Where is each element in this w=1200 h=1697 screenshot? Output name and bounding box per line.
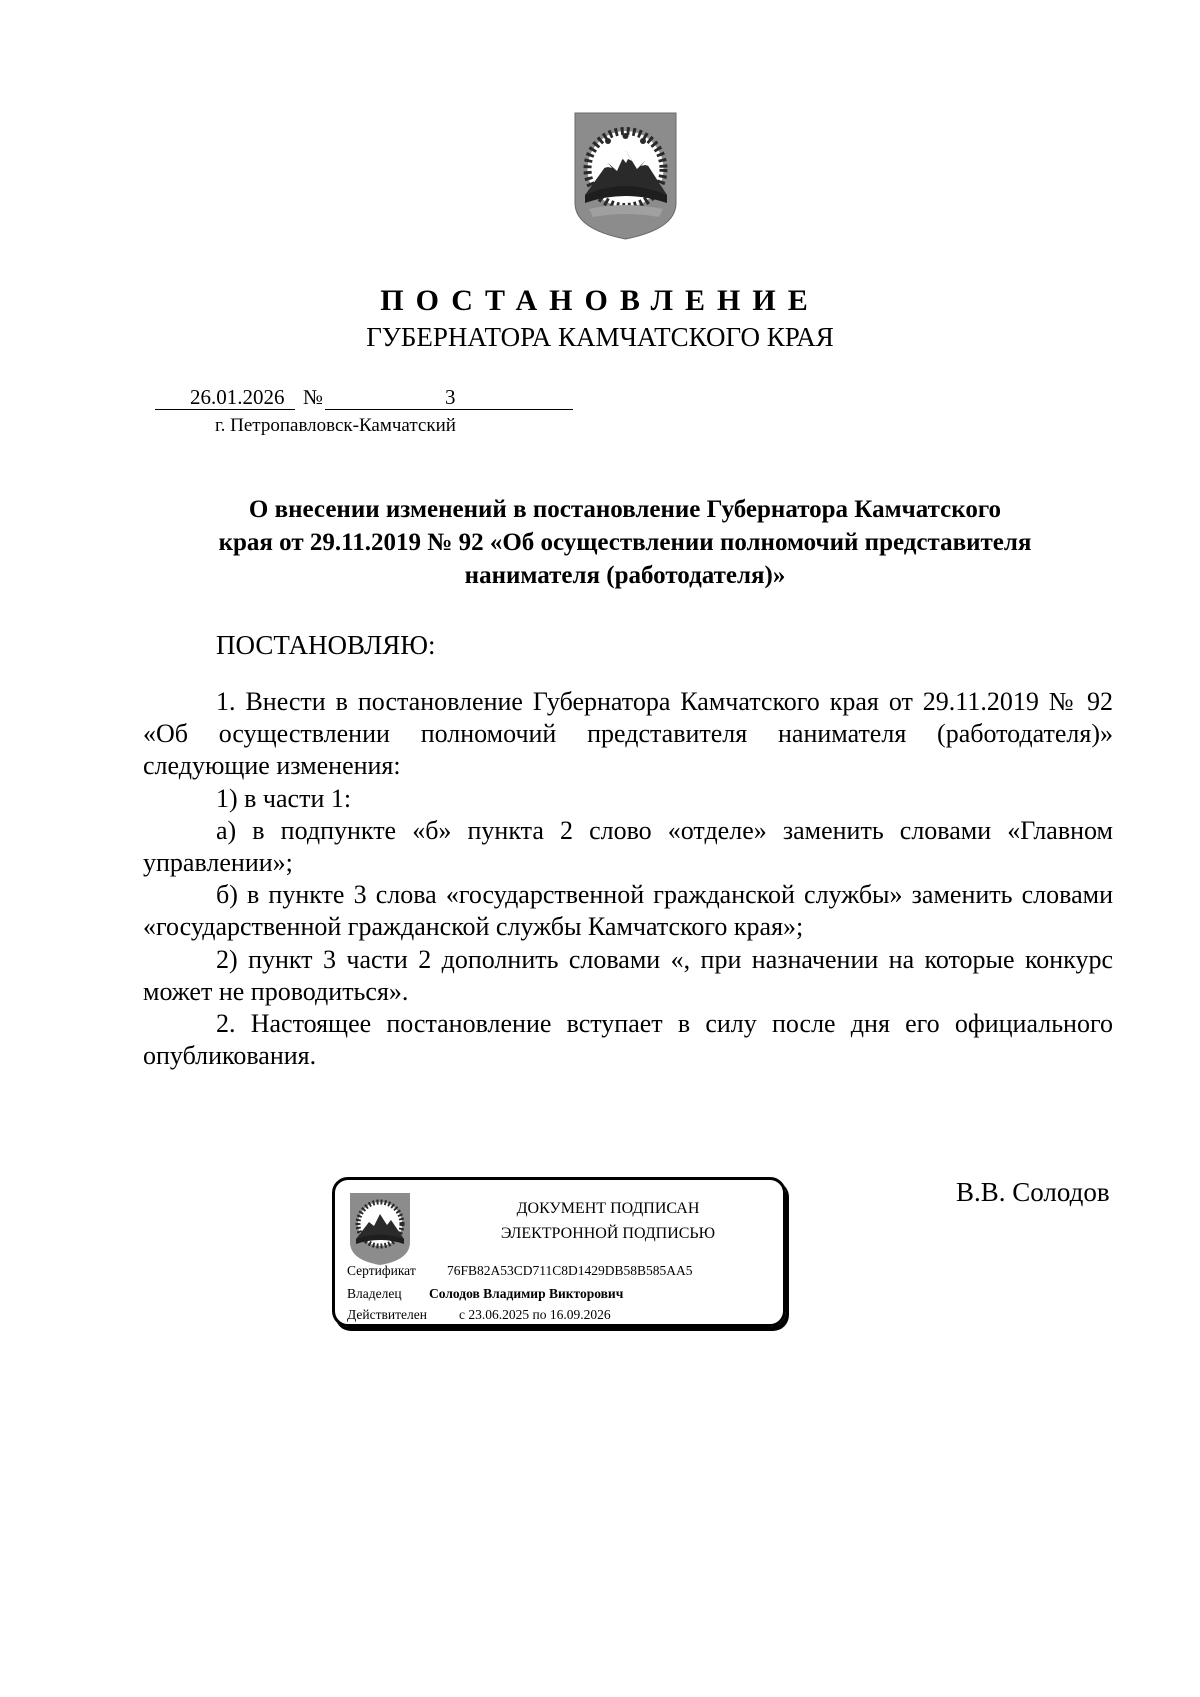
heading-line: нанимателя (работодателя)» [464,562,786,589]
kamchatka-coat-of-arms-small-icon [349,1192,411,1266]
number-sign: № [303,385,324,409]
electronic-signature-stamp [332,1177,786,1327]
stamp-title-line: ДОКУМЕНТ ПОДПИСАН [516,1200,700,1217]
stamp-title [443,1196,773,1246]
signer-name: В.В. Солодов [956,1177,1110,1207]
stamp-certificate-row [347,1262,693,1280]
document-city: г. Петропавловск-Камчатский [215,415,456,436]
owner-value: Солодов Владимир Викторович [429,1286,624,1301]
paragraph: 1) в части 1: [216,783,352,813]
paragraph: 2. Настоящее постановление вступает в силу после дня его официального опубликования. [143,1009,1113,1071]
date-number-row [155,385,575,415]
certificate-value: 76FB82A53CD711C8D1429DB58B585AA5 [447,1263,693,1278]
heading-line: края от 29.11.2019 № 92 «Об осуществлении полномочий представителя [218,529,1032,556]
owner-label: Владелец [347,1286,402,1301]
paragraph: 1. Внести в постановление Губернатора Камчатского края от 29.11.2019 № 92 «Об осуществлении полномочий представителя нанимателя (работодателя)» следующие изменения: [143,687,1113,781]
kamchatka-coat-of-arms-icon [573,111,678,241]
document-body [143,686,1113,1072]
certificate-label: Сертификат [347,1263,416,1278]
paragraph: б) в пункте 3 слова «государственной гражданской службы» заменить словами «государственной гражданской службы Камчатского края»; [143,880,1113,942]
stamp-validity-row [347,1306,611,1324]
stamp-title-line: ЭЛЕКТРОННОЙ ПОДПИСЬЮ [500,1225,716,1242]
heading-line: О внесении изменений в постановление Губернатора Камчатского [248,496,1002,523]
document-number: 3 [445,385,456,409]
document-subtitle: ГУБЕРНАТОРА КАМЧАТСКОГО КРАЯ [366,322,834,352]
decree-word: ПОСТАНОВЛЯЮ: [216,630,436,660]
validity-label: Действителен [347,1307,427,1322]
paragraph: а) в подпункте «б» пункта 2 слово «отделе» заменить словами «Главном управлении»; [143,815,1113,878]
document-title: ПОСТАНОВЛЕНИЕ [380,284,820,317]
validity-value: с 23.06.2025 по 16.09.2026 [459,1307,611,1322]
stamp-owner-row [347,1285,624,1303]
document-date: 26.01.2026 [190,385,285,409]
document-heading [140,493,1110,592]
paragraph: 2) пункт 3 части 2 дополнить словами «, при назначении на которые конкурс может не проводиться». [143,944,1113,1006]
